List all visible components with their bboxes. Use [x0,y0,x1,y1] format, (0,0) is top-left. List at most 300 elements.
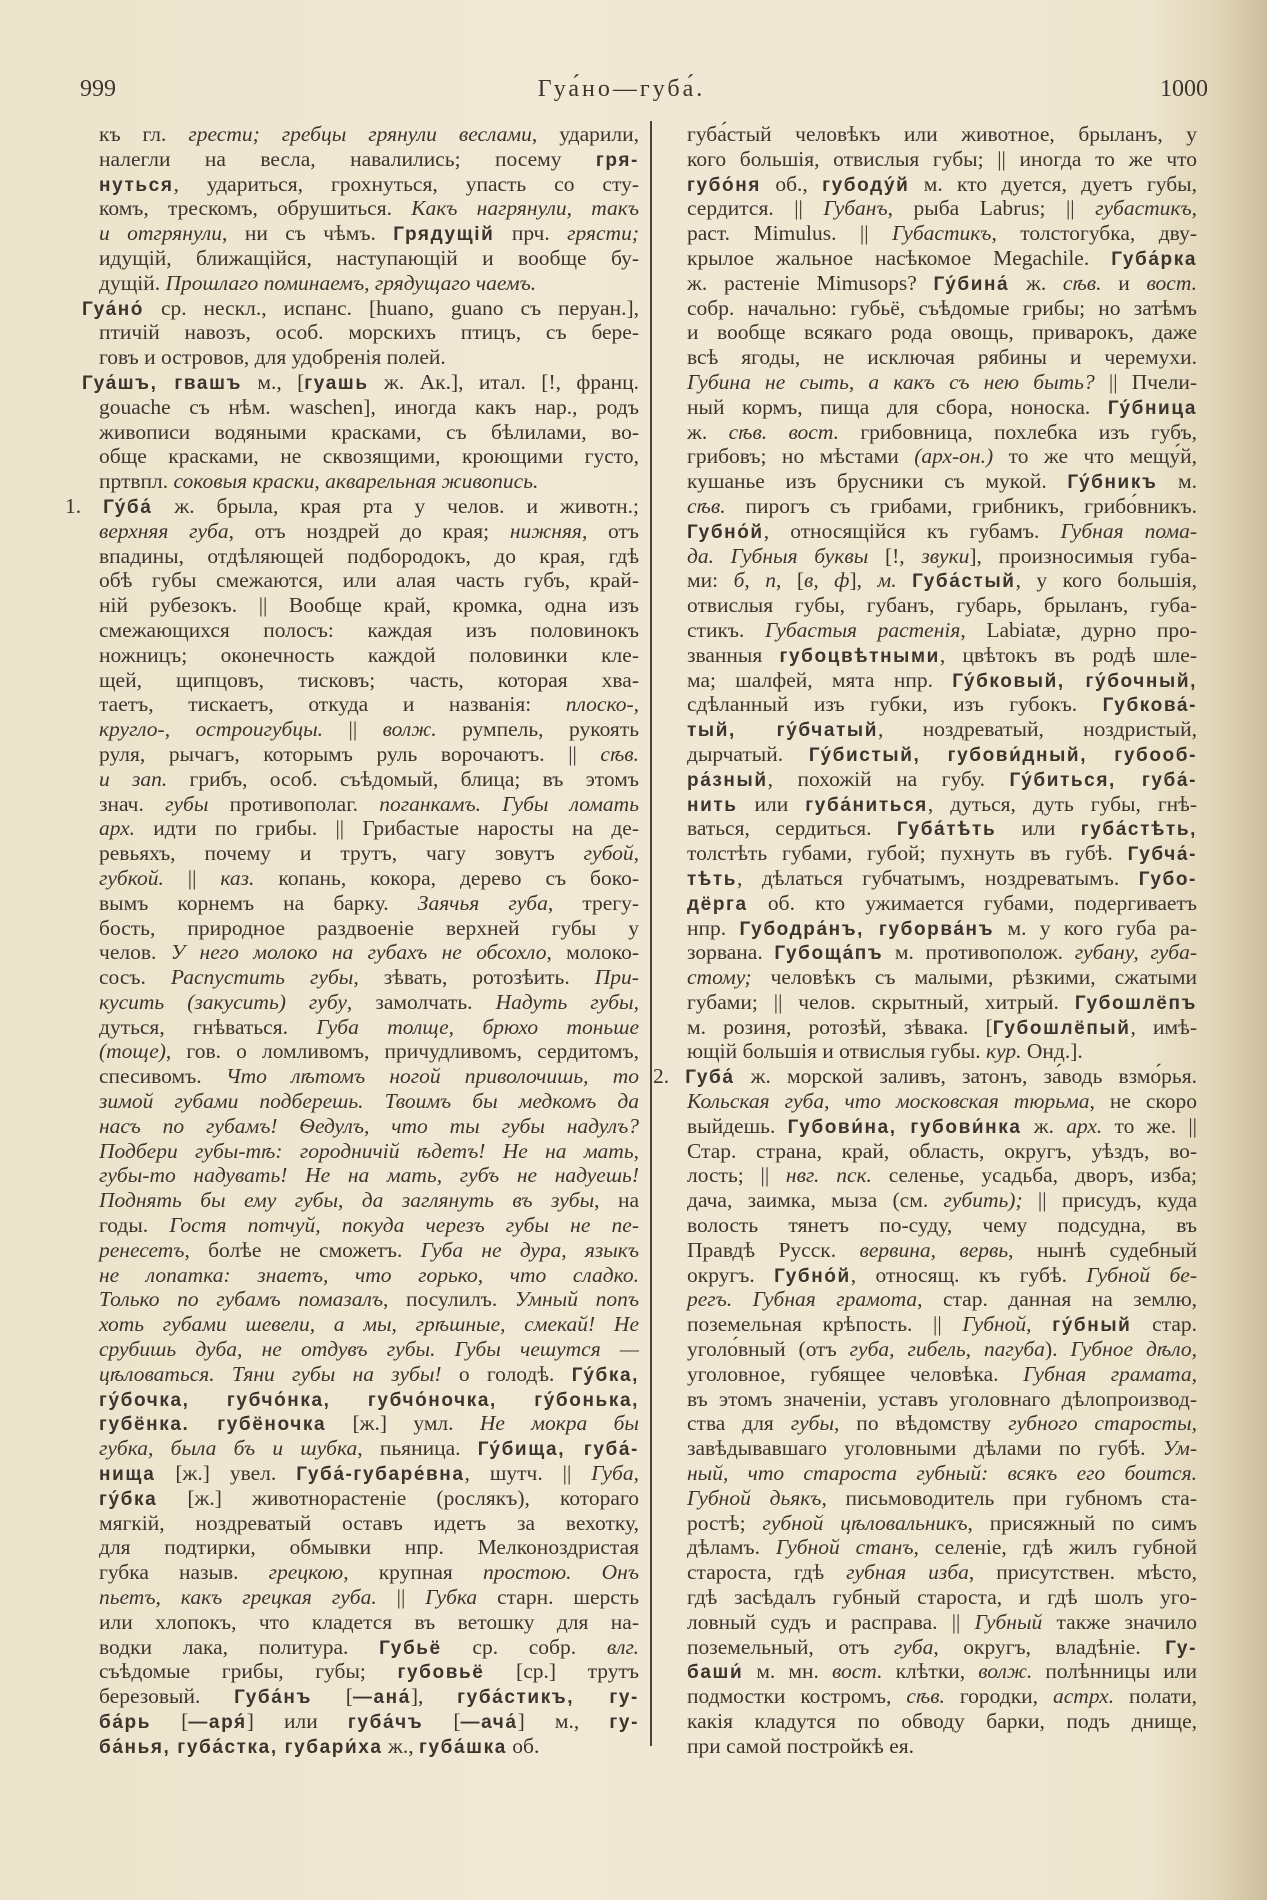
text-line [99,643,639,668]
text-run: , молоко- [546,940,639,965]
text-run: знач. [99,791,166,816]
text-line [687,1387,1197,1412]
italic-run: Губастикъ [892,221,992,246]
text-run: || присудъ, куда [1022,1188,1197,1213]
text-run: || [376,1585,426,1610]
text-run: званныя [687,642,780,667]
italic-run: Губа толще, брюхо тоньше [316,1014,639,1039]
text-line [99,1560,639,1585]
italic-run: Кольская губа, что московская тюрьма [687,1089,1090,1114]
text-run: селенье, усадьба, дворъ, изба; [871,1163,1198,1188]
italic-run: волж. [978,1659,1033,1684]
text-run: ], произносимыя губа- [969,543,1197,568]
italic-run: каз. [220,865,255,890]
text-run: , шутч. || [464,1461,592,1486]
running-title: Гуа́но—губа́. [537,76,706,102]
text-run: м. противополож. [883,940,1075,965]
text-line [687,395,1197,420]
text-run: грибовница, похлебка изъ губъ, [839,419,1197,444]
text-line [687,271,1197,296]
text-run: ства для [687,1411,791,1436]
italic-run: При- [594,965,639,990]
text-run: кушанье изъ брусники съ мукой. [687,469,1068,494]
text-run: , отъ [581,518,639,543]
text-run: , рыба Labrus; || [887,196,1096,221]
italic-run: простою. Онъ [482,1560,640,1585]
text-run: или [737,791,806,816]
headword: Гу́бница [1107,397,1197,419]
text-line [99,866,639,891]
italic-run: вост. [1146,270,1197,295]
italic-run: кругло-, остроигубцы. [99,717,324,742]
text-line [687,1511,1197,1536]
text-run: живописи водяными красками, съ бѣлилами, во- [99,419,639,444]
text-run: , [1026,1312,1053,1337]
text-run: об., [761,171,823,196]
italic-run: ный, что староста губный: всякъ его боится. [687,1461,1197,1486]
italic-run: звуки [921,543,970,568]
headword: —ана́ [352,1687,411,1709]
italic-run: хоть губами шевели, а мы, грѣшные, смекай! Не [99,1312,639,1337]
text-line [687,519,1197,544]
text-run: м. мн. [743,1659,832,1684]
text-run: [ж.] животнорастеніе (рослякъ), котораго [157,1485,639,1510]
text-run: дущій. [99,270,166,295]
text-line [65,494,639,519]
text-run: ный кормъ, пища для сбора, ноноска. [687,394,1108,419]
text-line [99,320,639,345]
italic-run: пьетъ, какъ грецкая губа. [99,1585,377,1610]
text-run: ], [410,1684,458,1709]
text-run: обѣ губы смежаются, или алая часть губъ, край- [99,568,639,593]
italic-run: нижняя [509,518,582,543]
headword: гу- [609,1712,639,1733]
italic-run: губой, [583,841,639,866]
text-run: , Labiatæ, дурно про- [960,617,1197,642]
headword: Губча́- [1127,844,1197,866]
text-line [687,692,1197,717]
headword: Гуа́но́ [82,298,145,320]
text-run: и [1101,270,1147,295]
text-line [687,816,1197,841]
italic-run: и отгрянули [99,221,223,246]
text-run: зорвана. [687,940,775,965]
text-line [99,1709,639,1734]
italic-run: Губная грамата, [1023,1361,1197,1386]
text-line [99,568,639,593]
text-line [687,593,1197,618]
headword: Гу́бковый, гу́бочный, [952,670,1197,692]
italic-run: да. Губныя буквы [687,543,869,568]
text-run: ми: [687,568,734,593]
column-divider [650,121,652,1746]
headword: губо́ня [687,174,761,196]
italic-run: (тоще) [99,1039,166,1064]
headword: Губно́й [774,1265,851,1287]
text-line [99,345,639,370]
italic-run: ренесетъ [99,1237,185,1262]
text-run: , отъ ноздрей до края; [228,518,510,543]
text-run: въ этомъ значеніи, уставъ уголовнаго дѣлопроизвод- [687,1386,1197,1411]
text-line [99,271,639,296]
text-run: уголовное, губящее человѣка. [687,1361,1024,1386]
text-line [99,767,639,792]
text-line [99,717,639,742]
text-line [99,1635,639,1660]
italic-run: верхняя губа [99,518,229,543]
text-run: противополаг. [208,791,380,816]
text-line [99,122,639,147]
text-line [687,1610,1197,1635]
text-line [99,1337,639,1362]
headword: тый, гу́бчатый [687,720,879,742]
italic-run: волж. [382,717,437,742]
text-line [687,1585,1197,1610]
text-run: ж. [1021,1113,1067,1138]
text-run: , относящ. къ губѣ. [850,1262,1087,1287]
text-run: || [163,865,221,890]
text-run: или [996,816,1081,841]
headword: гу́бный [1052,1315,1132,1337]
text-run: грибовъ; но мѣстами [687,444,915,469]
italic-run: Губа, [591,1461,639,1486]
text-run: [ [423,1709,461,1733]
italic-run: Какъ нагрянули, такъ [411,196,639,221]
text-line [99,891,639,916]
headword: Губьё [379,1637,442,1659]
text-run: gouache съ нѣм. waschen], иногда какъ нар., родъ [99,394,639,419]
italic-run: грецкою [268,1560,344,1585]
text-run: , дуться, дуть губы, гнѣ- [927,791,1197,816]
headword: гу́бка [99,1488,158,1510]
italic-run: губы [790,1411,835,1436]
italic-run: губкой. [99,865,164,890]
italic-run: в, ф [804,568,850,593]
text-run: дѣламъ. [687,1535,776,1560]
text-line [99,1089,639,1114]
headword: Гу- [1165,1637,1197,1659]
text-line [687,1362,1197,1387]
text-run: , болѣе не сможетъ. [184,1237,421,1262]
text-run: 2. [653,1064,686,1089]
headword: нуться [99,174,174,196]
headword: Губо- [1138,868,1197,890]
headword: —ача́ [460,1712,518,1733]
italic-run: губной цѣловальникъ [762,1510,968,1535]
text-line [99,420,639,445]
text-run: то же что мещу́й, [993,444,1197,469]
text-line [99,469,639,494]
text-line [99,1610,639,1635]
italic-run: и зап. [99,766,168,791]
headword: Гу́бникъ [1067,472,1158,494]
italic-run: Губная пома- [1060,518,1197,543]
text-run: собр. начально: губьё, съѣдомые грибы; но затѣмъ [687,295,1197,320]
text-run: о голодѣ. [441,1361,572,1386]
text-line [82,296,639,321]
text-line [99,916,639,941]
text-run: или хлопокъ, что кладется въ ветошку для на- [99,1609,639,1634]
text-run: ваться, сердиться. [687,816,897,841]
italic-run: вервина, вервь [859,1237,1009,1262]
text-run: || Пчели- [1094,369,1197,394]
text-line [99,1213,639,1238]
text-line [99,172,639,197]
text-run: крылое жальное насѣкомое Megachile. [687,245,1112,270]
text-run: , пьяница. [357,1436,478,1461]
text-line [687,1039,1197,1064]
text-run: къ гл. [99,122,189,146]
headword: нища [99,1464,156,1486]
text-line [687,643,1197,668]
text-line [99,1139,639,1164]
text-line [99,1015,639,1040]
text-line [687,1139,1197,1164]
text-line [99,1188,639,1213]
italic-run: Гостя потчуй, покуда черезъ губы не пе- [169,1213,639,1238]
text-run: пирогъ съ грибами, грибникъ, грибо́вникъ. [725,493,1197,518]
headword: ба́рь [99,1712,151,1733]
italic-run: Губка [425,1585,478,1610]
headword: Губно́й [687,521,764,543]
italic-run: поганкамъ. Губы ломать [379,791,639,816]
text-run: ж. растеніе Mimusops? [687,270,934,295]
text-line [99,1486,639,1511]
text-line [99,1064,639,1089]
text-line [99,1436,639,1461]
italic-run: Губный [974,1609,1043,1634]
text-line [687,1560,1197,1585]
italic-run: кусить (закусить) губу [99,989,347,1014]
text-line [687,1411,1197,1436]
text-run: , на [594,1188,639,1213]
text-line [99,444,639,469]
text-run: какія кладутся по обводу барки, подъ днище, [687,1709,1197,1733]
text-line [99,668,639,693]
text-line [687,668,1197,693]
text-run: ж. [687,419,729,444]
italic-run: Губной дьякъ [687,1485,822,1510]
text-run: , толстогубка, дву- [991,221,1197,246]
text-run: обще красками, не сквозящими, кроющими густо, [99,444,639,469]
italic-run: сѣв. [687,493,726,518]
text-run: , присутствен. мѣсто, [968,1560,1197,1585]
italic-run: арх. [99,816,135,841]
headword: Гу́биться, губа́- [1009,769,1197,791]
headword: Губошлёпъ [1074,992,1197,1014]
text-run: Правдѣ Русск. [687,1237,860,1262]
headword: Гуа́шъ, гвашъ [82,372,242,394]
text-run: птичій навозъ, особ. морскихъ птицъ, съ бере- [99,320,639,345]
italic-run: нвг. пск. [785,1163,872,1188]
italic-run: Только по губамъ помазалъ [99,1287,384,1312]
text-line [687,742,1197,767]
text-line [687,1163,1197,1188]
text-run: , округъ, владѣніе. [933,1634,1166,1659]
text-run: дача, заимка, мыза (см. [687,1188,944,1213]
text-run: мягкій, ноздреватый оставъ идетъ за вехотку, [99,1510,639,1535]
text-run: при самой постройкѣ ея. [687,1733,915,1758]
left-column [65,122,640,1759]
headword: Гу́бина́ [933,273,1010,295]
text-run: толстѣть губами, губой; пухнуть въ губѣ. [687,841,1128,866]
text-run: об. [506,1733,540,1758]
headword: Губа́тѣть [896,819,997,841]
text-run: отвислыя губы, губанъ, губарь, брыланъ, губа- [687,593,1197,618]
text-run: румпель, рукоять [436,717,640,742]
text-line [99,1734,639,1759]
text-line [687,990,1197,1015]
italic-run: губы [165,791,209,816]
text-run: ср. нескл., испанс. [huano, guano съ перуан.], [144,295,639,320]
text-line [687,420,1197,445]
text-run: 1. [65,493,104,518]
text-line [99,1511,639,1536]
text-run: старн. шерсть [477,1585,639,1610]
text-line [99,593,639,618]
headword: губёнка. губёночка [99,1414,327,1436]
text-run: , у кого большія, [1015,568,1197,593]
headword: губовьё [397,1662,485,1684]
italic-run: Губное дѣло, [1070,1337,1197,1362]
text-line [99,816,639,841]
text-run: руля, рычагъ, которымъ руль ворочаютъ. || [99,741,601,766]
text-run: ). [1044,1337,1071,1362]
text-line [99,692,639,717]
italic-run: плоско-, [565,692,639,717]
headword: дёрга [687,893,748,915]
text-run [897,568,912,592]
text-run: , зѣвать, ротозѣить. [353,965,595,990]
text-line [687,172,1197,197]
headword: гу́бочка, губчо́нка, губчо́ночка, гу́бонька, [99,1389,639,1411]
text-run: ср. собр. [441,1634,607,1659]
text-line [687,916,1197,941]
text-run: ж., [382,1733,419,1758]
text-run: вымъ корнемъ на барку. [99,890,418,915]
text-run: округъ. [687,1262,775,1287]
text-run: пртвпл. [99,469,174,494]
italic-run: губная изба [846,1560,969,1585]
text-line [99,1461,639,1486]
text-line [687,1461,1197,1486]
headword: Гу́бистый, губови́дный, губооб- [808,744,1197,766]
text-run: уголо́вный (отъ [687,1337,850,1362]
text-line [99,1535,639,1560]
text-run: [ж.] умл. [326,1411,480,1436]
text-run: || [323,717,383,742]
text-line [687,1734,1197,1759]
italic-run: Губастыя растенія [764,617,961,642]
text-run: староста, гдѣ [687,1560,847,1585]
italic-run: б, п [733,568,776,593]
text-line [99,1163,639,1188]
text-run: м. у кого губа ра- [994,915,1198,940]
italic-run: Губной [962,1312,1027,1337]
headword: Грядущій [393,224,495,246]
italic-run: соковыя краски, акварельная живопись. [173,469,539,494]
text-run: м. [1157,469,1197,494]
italic-run: Губа не дура, языкъ [420,1237,639,1262]
text-run: [!, [868,543,922,568]
text-line [99,792,639,817]
text-run: , ни съ чѣмъ. [222,221,394,246]
text-run: , по вѣдомству [834,1411,1009,1436]
italic-run: срубишь дуба, не отдувъ губы. Губы чешутся — [99,1337,639,1362]
text-run: раст. Mimulus. || [687,221,892,246]
text-line [687,122,1197,147]
text-run: ж. морской заливъ, затонъ, за́водь взмо́рья. [734,1064,1198,1089]
text-run: грибъ, особ. съѣдомый, блица; въ этомъ [167,766,639,791]
text-run: , стар. данная на землю, [917,1287,1198,1312]
text-run: Стар. страна, край, область, округъ, уѣздъ, во- [687,1138,1197,1163]
text-line [99,1238,639,1263]
headword: Губодра́нъ, губорва́нъ [739,918,995,940]
text-run: лость; || [687,1163,786,1188]
italic-run: астрх. [1053,1684,1115,1709]
italic-run: Умный попъ [514,1287,639,1312]
text-run: челов. [99,940,171,965]
italic-run: грясти; [567,221,639,246]
text-run: ній рубезокъ. || Вообще край, кромка, одна изъ [99,593,639,618]
text-run: , относящійся къ губамъ. [763,518,1061,543]
headword: губоду́й [822,174,910,196]
text-run: спесивомъ. [99,1064,226,1089]
text-run: стар. [1131,1312,1197,1337]
text-run: также значило [1042,1609,1197,1634]
text-run: , похожій на губу. [767,766,1010,791]
text-line [687,1089,1197,1114]
italic-run: губить); [943,1188,1023,1213]
text-run: нпр. [687,915,740,940]
headword: губа́стѣть, [1080,819,1197,841]
text-run: , трегу- [547,890,639,915]
text-run: таетъ, тискаетъ, откуда и названія: [99,692,566,717]
text-line [99,1411,639,1436]
text-line [687,494,1197,519]
text-run: ], [849,568,878,593]
text-line [687,1287,1197,1312]
italic-run: Не мокра бы [479,1411,639,1436]
text-line [687,866,1197,891]
text-run: поземельная крѣпость. || [687,1312,963,1337]
text-line [99,221,639,246]
italic-run: губа [893,1634,934,1659]
text-run: для подтирки, обмывки нпр. Мелконоздристая [99,1535,639,1560]
text-run: полѣнницы или [1032,1659,1198,1684]
text-line [99,395,639,420]
text-run: и вообще всякаго рода овощь, приварокъ, даже [687,320,1197,345]
text-line [99,246,639,271]
headword: Губови́на, губови́нка [787,1116,1022,1138]
italic-run: сѣв. [906,1684,945,1709]
italic-run: кур. [986,1039,1022,1064]
text-run: ножницъ; оконечность каждой половинки кле- [99,642,639,667]
text-line [687,196,1197,221]
text-run: , присяжный по симъ [967,1510,1197,1535]
text-run: губа́стый человѣкъ или животное, брыланъ, у [687,122,1197,146]
text-run: человѣкъ съ малыми, рѣзкими, сжатыми [751,965,1197,990]
headword: Гу́бища, губа́- [477,1439,639,1461]
italic-run: сѣв. вост. [728,419,840,444]
text-line [687,767,1197,792]
headword: губа́шка [418,1736,507,1758]
text-run: , гов. о ломливомъ, причудливомъ, сердитомъ, [165,1039,639,1064]
text-run: ревьяхъ, почему и трутъ, чагу зовутъ [99,841,584,866]
text-line [687,444,1197,469]
text-line [99,1684,639,1709]
italic-run: Губной бе- [1086,1262,1197,1287]
